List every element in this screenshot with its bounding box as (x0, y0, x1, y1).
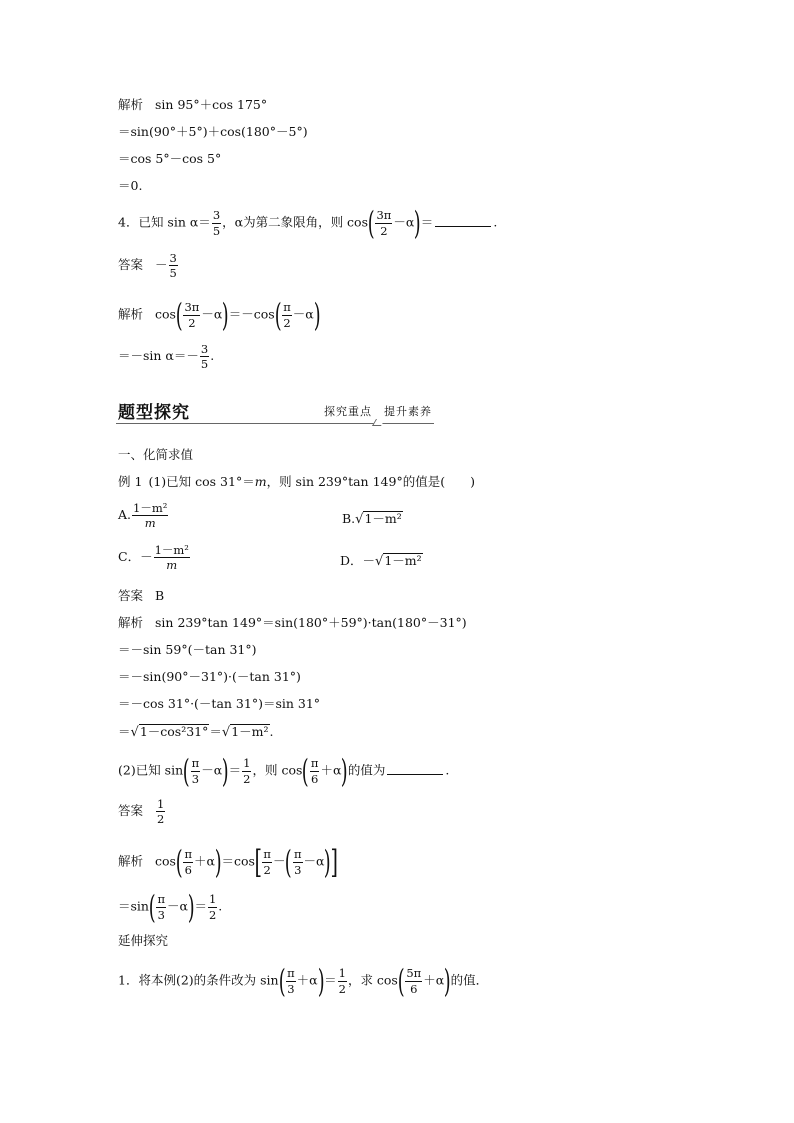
extension-heading: 延伸探究 (118, 933, 169, 948)
section-header (116, 398, 434, 428)
solution-line: ＝sin(90°＋5°)＋cos(180°－5°) (118, 124, 308, 139)
extension-question-1: 1．将本例(2)的条件改为 sin( $\frac{\pi}{3}$ ＋α)＝ $\frac{1}{2}$ ，求 cos( $\frac{5\pi}{6}$ ＋α)的值． (118, 962, 489, 1000)
answer-label: 答案 (118, 257, 144, 273)
solution-line: 解析 cos( $\frac{3\pi}{2}$ －α)＝－cos( $\frac{\pi}{2}$ －α) (118, 296, 321, 334)
solution-line: ＝√1－cos²31°＝√1－m². (118, 724, 274, 740)
answer-line: 答案 $\frac{1}{2}$ (118, 797, 165, 827)
solution-line: ＝0. (118, 178, 143, 193)
answer-line: 答案 － $\frac{3}{5}$ (118, 251, 177, 281)
answer-line: 答案 B (118, 588, 165, 603)
answer-blank (435, 216, 491, 227)
solution-line: ＝－sin(90°－31°)·(－tan 31°) (118, 669, 301, 684)
answer-blank (387, 764, 443, 775)
solution-line: ＝－sin 59°(－tan 31°) (118, 642, 257, 657)
option-b: B.√1－m² (342, 511, 402, 527)
option-a: A. $\frac{\text{1－m²}}{m}$ (118, 501, 168, 531)
solution-line: ＝－sin α＝－ $\frac{3}{5}$ . (118, 342, 215, 372)
option-d: D．－√1－m² (340, 553, 422, 569)
section-title: 题型探究 (118, 403, 190, 423)
section-rule (116, 423, 434, 424)
solution-line: 解析 sin 95°＋cos 175° (118, 97, 268, 112)
solution-line: 解析 sin 239°tan 149°＝sin(180°＋59°)·tan(180°－31°) (118, 615, 467, 630)
solution-line: ＝cos 5°－cos 5° (118, 151, 222, 166)
subsection-heading: 一、化简求值 (118, 447, 194, 462)
option-c: C．－ $\frac{\text{1－m²}}{m}$ (118, 543, 189, 573)
example-1-part-2: (2)已知 sin( $\frac{\pi}{3}$ －α)＝ $\frac{1}{2}$ ，则 cos( $\frac{\pi}{6}$ ＋α)的值为 . (118, 752, 450, 790)
example-label: 例 1 (118, 474, 143, 489)
solution-line: 解析 cos( $\frac{\pi}{6}$ ＋α)＝cos[ $\frac{\pi}{2}$ －( $\frac{\pi}{3}$ －α)] (118, 843, 338, 881)
example-1: 例 1 (1)已知 cos 31°＝m，则 sin 239°tan 149°的值是( ) (118, 474, 475, 489)
solution-label: 解析 (118, 97, 144, 112)
solution-line: ＝－cos 31°·(－tan 31°)＝sin 31° (118, 696, 321, 711)
solution-line: ＝sin( $\frac{\pi}{3}$ －α)＝ $\frac{1}{2}$ . (118, 888, 223, 926)
question-4: 4．已知 sin α＝ $\frac{3}{5}$ ，α为第二象限角，则 cos( $\frac{3\pi}{2}$ －α)＝ . (118, 204, 498, 242)
section-tagline: 探究重点 提升素养 (324, 405, 432, 418)
